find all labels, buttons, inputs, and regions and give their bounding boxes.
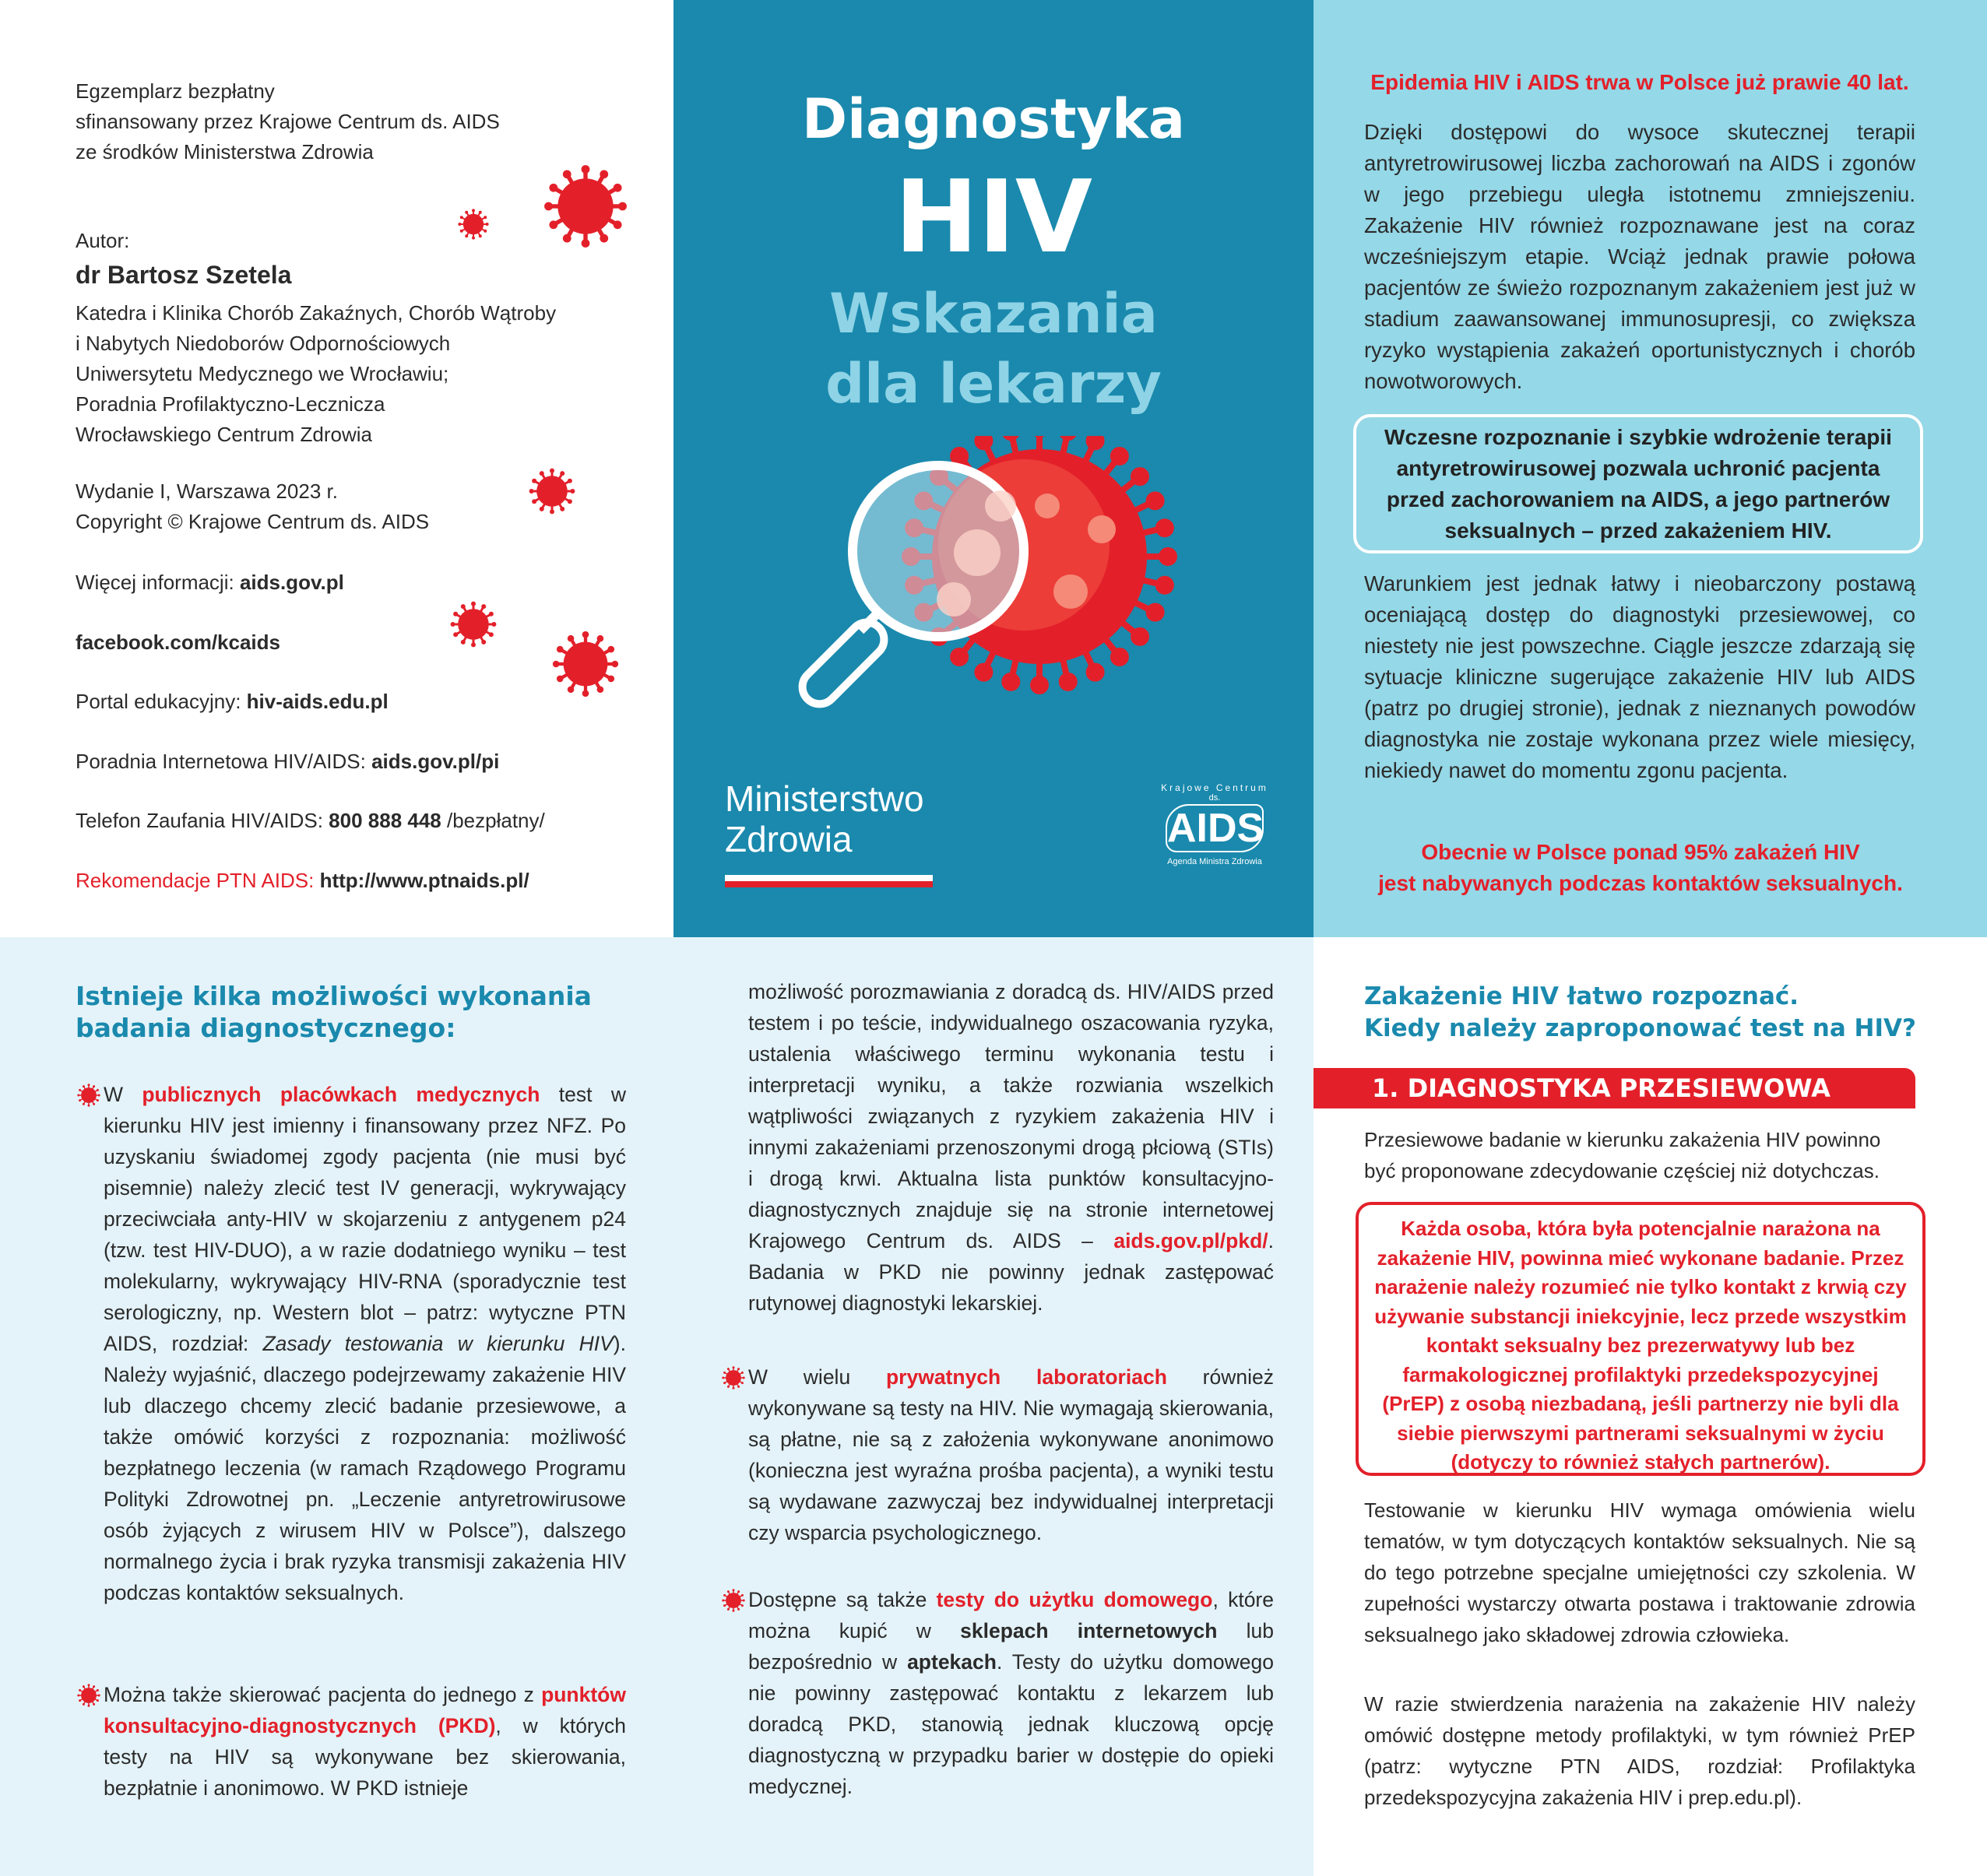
closing-line: Obecnie w Polsce ponad 95% zakażeń HIV (1421, 840, 1860, 864)
heading-line: Zakażenie HIV łatwo rozpoznać. (1364, 982, 1799, 1010)
intro-panel (1314, 0, 1987, 937)
text-segment: ). Należy wyjaśnić, dlaczego podejrzewamy zakażenie HIV lub dlaczego chcemy zlecić badanie przesiewowe, a także omówić korzyści z rozpoznania: możliwość bezpłatnego leczenia (w ramach Rządowego Programu Polityki Zdrowotnej pn. „Leczenie antyretrowirusowe osób żyjących z wirusem HIV w Polsce”), dalszego normalnego życia i brak ryzyka transmisji zakażenia HIV podczas kontaktów seksualnych. (104, 1332, 626, 1604)
free-copy-note (76, 76, 500, 167)
heading-line: badania diagnostycznego: (76, 1013, 456, 1043)
text-segment: Można także skierować pacjenta do jednego z (104, 1683, 542, 1706)
intro-headline: Epidemia HIV i AIDS trwa w Polsce już prawie 40 lat. (1370, 70, 1909, 94)
text-segment: , w których testy na HIV są wykonywane bez skierowania, bezpłatnie i anonimowo. W PKD istnieje (104, 1714, 626, 1800)
emphasis-text: publicznych placówkach medycznych (142, 1083, 540, 1106)
online-clinic-link[interactable] (76, 747, 499, 777)
free-copy-line: ze środków Ministerstwa Zdrowia (76, 140, 374, 163)
exposure-warning-box: Każda osoba, która była potencjalnie narażona na zakażenie HIV, powinna mieć wykonane badanie. Przez narażenie należy rozumieć nie tylko kontakt z krwią czy używanie substancji iniekcyjnie, lecz przede wszystkim kontakt seksualny bez prezerwatywy lub bez farmakologicznej profilaktyki przedekspozycyjnej (PrEP) z osobą niezbadaną, jeśli partnerzy nie byli dla siebie pierwszymi partnerami seksualnymi w życiu (dotyczy to również stałych partnerów). (1356, 1202, 1925, 1476)
bullet-text (748, 1361, 1274, 1548)
emphasis-text: facebook.com/kcaids (76, 631, 280, 654)
facebook-link[interactable] (76, 627, 280, 658)
option-pkd-continued (748, 976, 1274, 1319)
text-segment: Portal edukacyjny: (76, 690, 247, 713)
screening-panel (1314, 937, 1987, 1876)
emphasis-text: aids.gov.pl/pkd/ (1113, 1229, 1268, 1252)
emphasis-text: punktów konsultacyjno-diagnostycznych (PKD) (104, 1683, 626, 1737)
screening-paragraph: Testowanie w kierunku HIV wymaga omówienia wielu tematów, w tym dotyczących kontaktów seksualnych. Nie są do tego potrzebne specjalne umiejętności czy szkolenia. W zupełności wystarczy otwarta postawa i traktowanie zdrowia seksualnego jako składowej zdrowia człowieka. (1364, 1498, 1915, 1646)
text-segment: , które można kupić w (748, 1588, 1274, 1642)
virus-icon (552, 631, 619, 701)
closing-line: jest nabywanych podczas kontaktów seksualnych. (1378, 871, 1903, 895)
screening-heading (1364, 981, 1916, 1045)
testing-options-panel (0, 937, 1314, 1876)
virus-icon (458, 209, 489, 244)
author-label: Autor: (76, 229, 130, 252)
logo-caption: Agenda Ministra Zdrowia (1167, 857, 1262, 866)
text-segment: również wykonywane są testy na HIV. Nie wymagają skierowania, są płatne, nie są z założenia wykonywane anonimowo (konieczna jest wyraźna prośba pacjenta), a wyniki testu są wydawane zazwyczaj bez indywidualnej interpretacji czy wsparcia psychologicznego. (748, 1365, 1274, 1544)
screening-paragraph: Przesiewowe badanie w kierunku zakażenia HIV powinno być proponowane zdecydowanie częściej niż dotychczas. (1364, 1128, 1881, 1182)
screening-paragraph: W razie stwierdzenia narażenia na zakażenie HIV należy omówić dostępne metody profilaktyki, w tym również PrEP (patrz: wytyczne PTN AIDS, rozdział: Profilaktyka przedekspozycyjna zakażenia HIV i prep.edu.pl). (1364, 1692, 1915, 1809)
flag-white (725, 875, 933, 881)
text-segment: lub bezpośrednio w (748, 1619, 1274, 1674)
intro-closing (1345, 837, 1936, 899)
heading-line: Kiedy należy zaproponować test na HIV? (1364, 1014, 1917, 1042)
author-name: dr Bartosz Szetela (76, 261, 292, 289)
emphasis-text: 800 888 448 (329, 809, 441, 832)
virus-icon (529, 468, 575, 518)
affiliation-line: Uniwersytetu Medycznego we Wrocławiu; (76, 362, 449, 385)
magnifier-virus-illustration (790, 436, 1226, 716)
emphasis-text: testy do użytku domowego (936, 1588, 1213, 1611)
ministry-line: Ministerstwo (725, 778, 924, 819)
helpline (76, 806, 545, 836)
text-segment: W (104, 1083, 142, 1106)
text-segment: możliwość porozmawiania z doradcą ds. HIV/AIDS przed testem i po teście, indywidualnego oszacowania ryzyka, ustalenia właściwego terminu wykonania testu i interpretacji wyniku, a także rozwiania wszelkich wątpliwości związanych z ryzykiem zakażenia HIV i innymi zakażeniami przenoszonymi drogą płciową (STIs) i drogą krwi. Aktualna lista punktów konsultacyjno-diagnostycznych znajduje się na stronie internetowej Krajowego Centrum ds. AIDS – (748, 980, 1274, 1252)
emphasis-text: aids.gov.pl/pi (371, 750, 500, 773)
option-private-labs (748, 1361, 1274, 1548)
options-heading (76, 980, 592, 1044)
virus-bullet-icon (722, 1366, 745, 1389)
screening-banner: 1. DIAGNOSTYKA PRZESIEWOWA (1314, 1068, 1915, 1108)
affiliation-line: Poradnia Profilaktyczno-Lecznicza (76, 392, 385, 416)
text-segment: /bezpłatny/ (441, 809, 545, 832)
text-segment: Poradnia Internetowa HIV/AIDS: (76, 750, 372, 773)
logo-arc-text: Krajowe Centrum (1161, 782, 1268, 793)
logo-mark: AIDS (1167, 806, 1264, 851)
bullet-text (748, 1584, 1274, 1802)
emphasis-text: aids.gov.pl (239, 571, 344, 594)
affiliation-line: i Nabytych Niedoborów Odpornościowych (76, 332, 451, 355)
free-copy-line: Egzemplarz bezpłatny (76, 79, 275, 103)
bullet-text (748, 976, 1274, 1319)
option-pkd (104, 1679, 626, 1804)
ptn-aids-recommendations-link[interactable] (76, 866, 529, 896)
affiliation-line: Wrocławskiego Centrum Zdrowia (76, 423, 372, 446)
copyright: Copyright © Krajowe Centrum ds. AIDS (76, 510, 430, 533)
more-info-link[interactable] (76, 567, 344, 598)
intro-highlight-box: Wczesne rozpoznanie i szybkie wdrożenie terapii antyretrowirusowej pozwala uchronić pacjenta przed zachorowaniem na AIDS, a jego partnerów seksualnych – przed zakażeniem HIV. (1353, 414, 1923, 553)
emphasis-text: prywatnych laboratoriach (885, 1365, 1167, 1389)
virus-icon (543, 164, 628, 252)
emphasis-text: Rekomendacje PTN AIDS: (76, 869, 320, 892)
colophon-panel (0, 0, 673, 937)
emphasis-text: Zasady testowania w kierunku HIV (262, 1332, 614, 1355)
virus-bullet-icon (722, 1589, 745, 1612)
text-segment: Dostępne są także (748, 1588, 937, 1611)
emphasis-text: hiv-aids.edu.pl (246, 690, 389, 713)
intro-paragraph: Dzięki dostępowi do wysoce skutecznej terapii antyretrowirusowej liczba zachorowań na AIDS i zgonów w jego przebiegu uległa istotnemu zmniejszeniu. Zakażenie HIV również rozpoznawane jest na coraz wcześniejszym etapie. Wciąż jednak prawie połowa pacjentów ze świeżo rozpoznanym zakażeniem jest już w stadium zaawansowanej immunosupresji, co zwiększa ryzyko wystąpienia zakażeń oportunistycznych i chorób nowotworowych. (1364, 120, 1915, 393)
emphasis-text: http://www.ptnaids.pl/ (319, 869, 529, 892)
text-segment: . Badania w PKD nie powinny jednak zastępować rutynowej diagnostyki lekarskiej. (748, 1229, 1274, 1315)
virus-bullet-icon (77, 1084, 100, 1107)
cover-title: Diagnostyka (802, 87, 1185, 151)
ministry-of-health-logo (725, 778, 933, 887)
ministry-line: Zdrowia (725, 819, 853, 859)
free-copy-line: sfinansowany przez Krajowe Centrum ds. AIDS (76, 110, 500, 133)
cover-panel (673, 0, 1314, 937)
heading-line: Istnieje kilka możliwości wykonania (76, 981, 592, 1011)
cover-subtitle: dla lekarzy (825, 352, 1162, 416)
cover-title-hiv: HIV (895, 160, 1092, 276)
text-segment: . Testy do użytku domowego nie powinny zastępować kontaktu z lekarzem lub doradcą PKD, stanowią jednak kluczową opcję diagnostyczną w przypadku barier w dostępie do opieki medycznej. (748, 1650, 1274, 1798)
affiliation-line: Katedra i Klinika Chorób Zakaźnych, Chorób Wątroby (76, 301, 557, 325)
option-home-tests (748, 1584, 1274, 1802)
text-segment: Telefon Zaufania HIV/AIDS: (76, 809, 329, 832)
education-portal-link[interactable] (76, 687, 389, 717)
text-segment: Więcej informacji: (76, 571, 240, 594)
virus-icon (450, 601, 497, 652)
bullet-text (104, 1679, 626, 1804)
flag-red (725, 881, 933, 887)
logo-ds: ds. (1208, 793, 1221, 803)
intro-paragraph: Warunkiem jest jednak łatwy i nieobarczony postawą oceniającą dostęp do diagnostyki przesiewowej, co niestety nie jest powszechne. Ciągle jeszcze zdarzają się sytuacje kliniczne sugerujące zakażenie HIV lub AIDS (patrz po drugiej stronie), jednak z nieznanych powodów diagnostyka nie zostaje wykonana przez wiele miesięcy, niekiedy nawet do momentu zgonu pacjenta. (1364, 571, 1915, 782)
emphasis-text: aptekach (907, 1650, 997, 1674)
emphasis-text: sklepach internetowych (960, 1619, 1218, 1642)
option-public-facilities (104, 1079, 626, 1608)
bullet-text (104, 1079, 626, 1608)
virus-bullet-icon (77, 1684, 100, 1707)
cover-subtitle: Wskazania (829, 282, 1158, 346)
kc-aids-logo (1156, 782, 1273, 866)
text-segment: test w kierunku HIV jest imienny i finansowany przez NFZ. Po uzyskaniu świadomej zgody pacjenta (nie musi być pisemnie) należy zlecić test IV generacji, wykrywający przeciwciała anty-HIV w skojarzeniu z antygenem p24 (tzw. test HIV-DUO), a w razie dodatniego wyniku – test molekularny, wykrywający HIV-RNA (sporadycznie test serologiczny, np. Western blot – patrz: wytyczne PTN AIDS, rozdział: (104, 1083, 627, 1355)
author-affiliation (76, 298, 556, 450)
text-segment: W wielu (748, 1365, 886, 1389)
edition: Wydanie I, Warszawa 2023 r. (76, 480, 338, 503)
